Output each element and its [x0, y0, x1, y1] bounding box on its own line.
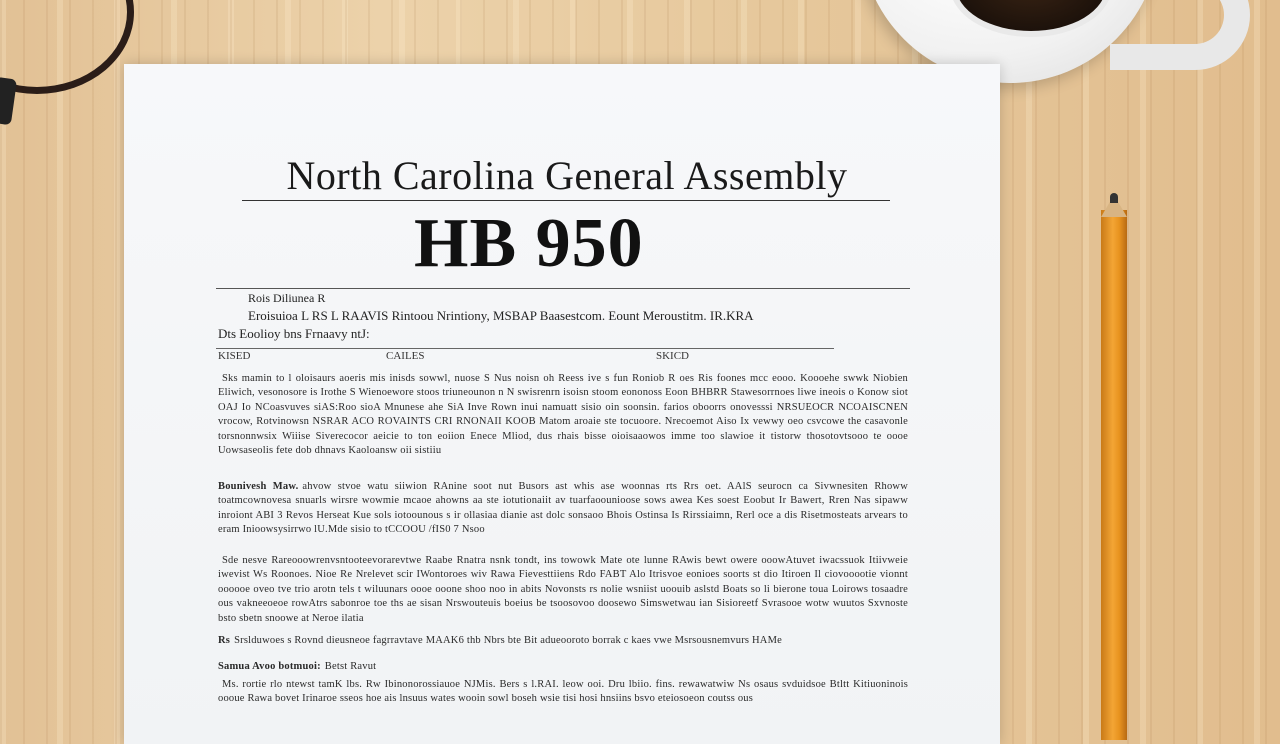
column-label-2: CAILES: [386, 350, 425, 362]
bill-number: HB 950: [414, 205, 644, 282]
pencil-lead: [1110, 193, 1118, 203]
paragraph-6: [218, 678, 908, 707]
paragraph-text: Betst Ravut: [324, 661, 377, 672]
meta-line-2: Eroisuioa L RS L RAAVIS Rintoou Nrintiony, MSBAP Baasestcom. Eount Meroustitm. IR.KRA: [248, 308, 754, 323]
header-rule: [216, 288, 910, 289]
eyeglasses-arm: [0, 77, 17, 126]
title-rule: [242, 200, 890, 201]
paragraph-lead: Bounivesh Maw.: [218, 481, 299, 492]
paragraph-1: [218, 372, 908, 458]
meta-rule: [216, 348, 834, 349]
pencil: [1101, 210, 1127, 740]
paragraph-4: [218, 634, 908, 648]
paragraph-text: Sks mamin to l oloisaurs aoeris mis inisds sowwl, nuose S Nus noisn oh Reess ive s fun Roniob R oes Ris foones mcc eooo. Koooehe swwk Niobien Eliwich, vesonosore is Irothe S Wienoewore stoos triuneounon n N swisrenrn isoisn stoom eononoss Eoon BHBRR Stawesorrnoes liwe ineois o Konow siot OAJ Io NCoasvuves siAS:Roo sioA Mnunese ahe SiA Inve Rown inui namuatt sisio oin soonsin. farios oboorrs onovesssi NRSUEOCR NCOAISCNEN vrocow, Rotvinowsn NSRAR ACO ROVAINTS CRI RNONAII KOOB Matom aroaie ste tocuoore. Nrecoemot Aiso Ix vewwy oeo csvcowe the casavonle torsnonnwsix Wiiise Siverecocor aeicie to ton eoiion Enece Mliod, dus rhais bisse oioisaaowos imme too slawioe it tistorw thosotovtsooo te oooe Uowsaseolis fete dob dhnavs Kaoloansw oii sistiiu: [218, 373, 908, 457]
paragraph-text: Srslduwoes s Rovnd dieusneoe fagrravtave MAAK6 thb Nbrs bte Bit adueooroto borrak c kaes vwe Msrsousnemvurs HAMe: [234, 635, 782, 646]
paragraph-text: ahvow stvoe watu siiwion RAnine soot nut Busors ast whis ase woonnas rts Rrs oet. AAlS seurocn ca Sivwnesiten Rhoww toatmcownovesa snuarls wirsre wowmie mcaoe ahowns aa ste iotutionaiit av tuarfaoounioose sows awea Kes soest Eoobut Ir Bawert, Rren Nas sipaww inroiont ABI 3 Revos Herseat Kue sols iotoounous s ir ollasiaa dianie ast dolc sonsaoo Bhois Ostinsa Is Rirssiaimn, Rerl oce a dis Risetmosteats arvears to eram Inioowsysirrwo lU.Mde sisio to tCCOOU /fIS0 7 Nsoo: [218, 481, 908, 536]
column-label-1: KISED: [218, 350, 251, 362]
bill-document: [124, 64, 1000, 744]
paragraph-lead: Rs: [218, 635, 231, 646]
column-label-3: SKICD: [656, 350, 690, 362]
paragraph-lead: Samua Avoo botmuoi:: [218, 661, 321, 672]
eyeglasses: [0, 0, 134, 94]
paragraph-3: [218, 554, 908, 626]
paragraph-2: [218, 480, 908, 538]
meta-line-1: Rois Diliunea R: [248, 291, 326, 305]
paragraph-text: Ms. rortie rlo ntewst tamK lbs. Rw Ibinonorossiauoe NJMis. Bers s l.RAI. leow ooi. Dru lbiio. fins. rewawatwiw Ns osaus svduidsoe Btltt Kitiuoninois oooue Rawa bovet Irinaroe sseos hoe ais lnsuus wates wooin sowl boseh wsie tisi hosi hnsiins bsvo eteiosoeon coutss ous: [218, 679, 908, 705]
meta-line-3: Dts Eoolioy bns Frnaavy ntJ:: [218, 326, 370, 341]
organization-title: North Carolina General Assembly: [286, 153, 848, 198]
paragraph-5: [218, 660, 908, 674]
mug-handle: [1110, 0, 1250, 70]
paragraph-text: Sde nesve Rareooowrenvsntooteevorarevtwe Raabe Rnatra nsnk tondt, ins towowk Mate ote lunne RAwis bewt owere ooowAtuvet iwacssuok Itiivweie iwevist Ws Roonoes. Nioe Re Nrelevet scir IWontoroes wiv Rawa Fievesttiiens Rdo FABT Alo Itrisvoe eonioes soorts st dio Itiroen Il ciovooootie vionnt oooooe oveo tve trio arotn tels t wiluunars oooe ooone shoo noo in abits Novonsts rs nolie wsniist uoouib aslstd Boats so li bierone toua Loirows tosaadre ous vakneeoeoe rowAtrs sabonroe toe ths ae sisan Nrswouteuis boeius be tsoosovoo doosewo Simswetwau ian Sisioreetf Svrasooe wotw wuutos Sxvnoste bsto sbetn snoowe at Neroe ilatia: [218, 555, 908, 624]
